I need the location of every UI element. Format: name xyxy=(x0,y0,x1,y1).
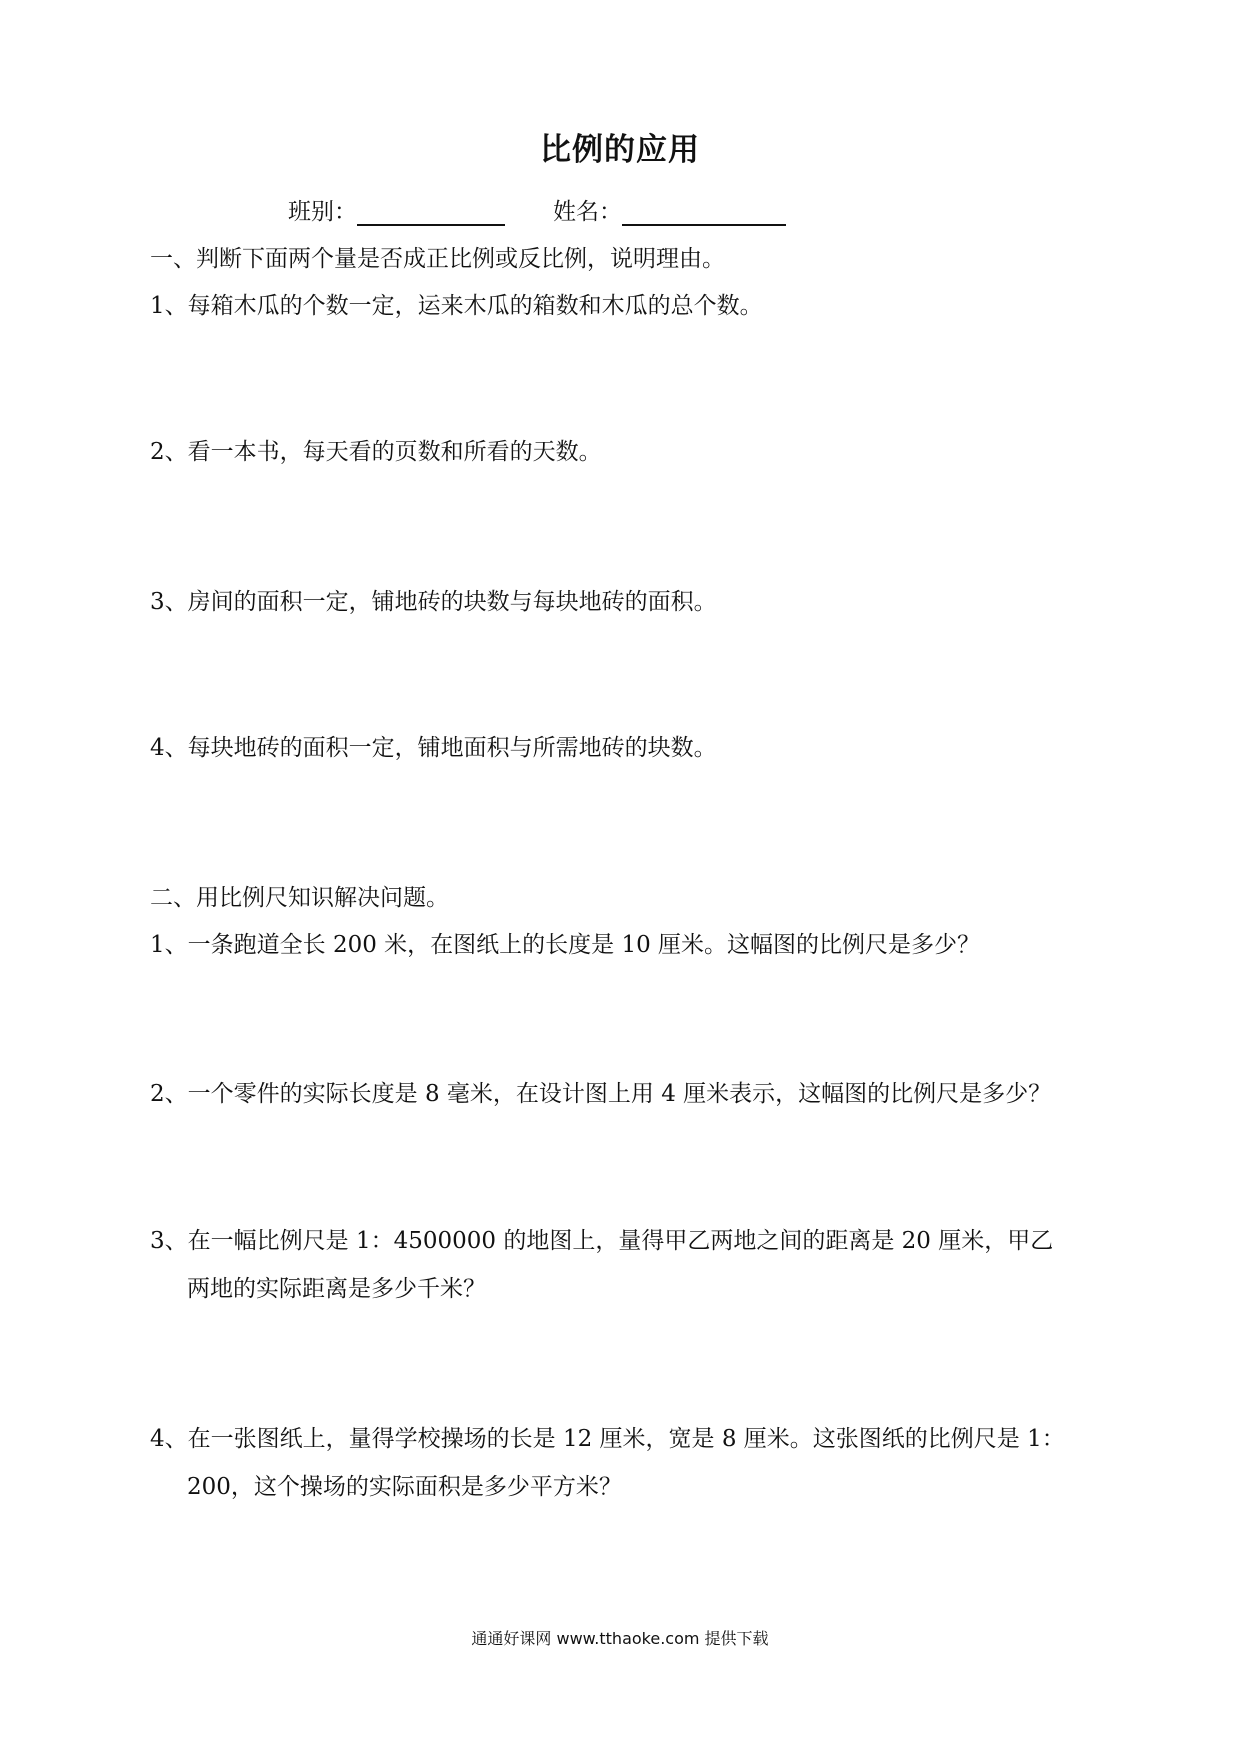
name-label: 姓名： xyxy=(553,199,622,225)
section1-question-2: 2、看一本书，每天看的页数和所看的天数。 xyxy=(150,439,602,465)
section2-question-2: 2、一个零件的实际长度是 8 毫米，在设计图上用 4 厘米表示，这幅图的比例尺是多少？ xyxy=(150,1081,1052,1107)
section1-heading: 一、判断下面两个量是否成正比例或反比例，说明理由。 xyxy=(150,246,725,272)
class-blank-field[interactable] xyxy=(357,200,505,226)
section2-question-3-line1: 3、在一幅比例尺是 1：4500000 的地图上，量得甲乙两地之间的距离是 20 厘米，甲乙 xyxy=(150,1228,1054,1254)
section2-question-3-line2: 两地的实际距离是多少千米？ xyxy=(187,1276,486,1302)
class-label: 班别： xyxy=(288,199,357,225)
name-blank-field[interactable] xyxy=(622,200,786,226)
section2-question-1: 1、一条跑道全长 200 米，在图纸上的长度是 10 厘米。这幅图的比例尺是多少？ xyxy=(150,932,981,958)
student-info-row xyxy=(288,193,786,226)
section1-question-4: 4、每块地砖的面积一定，铺地面积与所需地砖的块数。 xyxy=(150,735,717,761)
page-title: 比例的应用 xyxy=(540,132,700,168)
section2-question-4-line1: 4、在一张图纸上，量得学校操场的长是 12 厘米，宽是 8 厘米。这张图纸的比例尺是 1： xyxy=(150,1426,1065,1452)
footer-text: 通通好课网 www.tthaoke.com 提供下载 xyxy=(471,1629,769,1648)
section2-question-4-line2: 200，这个操场的实际面积是多少平方米？ xyxy=(187,1474,622,1500)
section1-question-3: 3、房间的面积一定，铺地砖的块数与每块地砖的面积。 xyxy=(150,589,717,615)
section2-heading: 二、用比例尺知识解决问题。 xyxy=(150,885,449,911)
section1-question-1: 1、每箱木瓜的个数一定，运来木瓜的箱数和木瓜的总个数。 xyxy=(150,293,763,319)
